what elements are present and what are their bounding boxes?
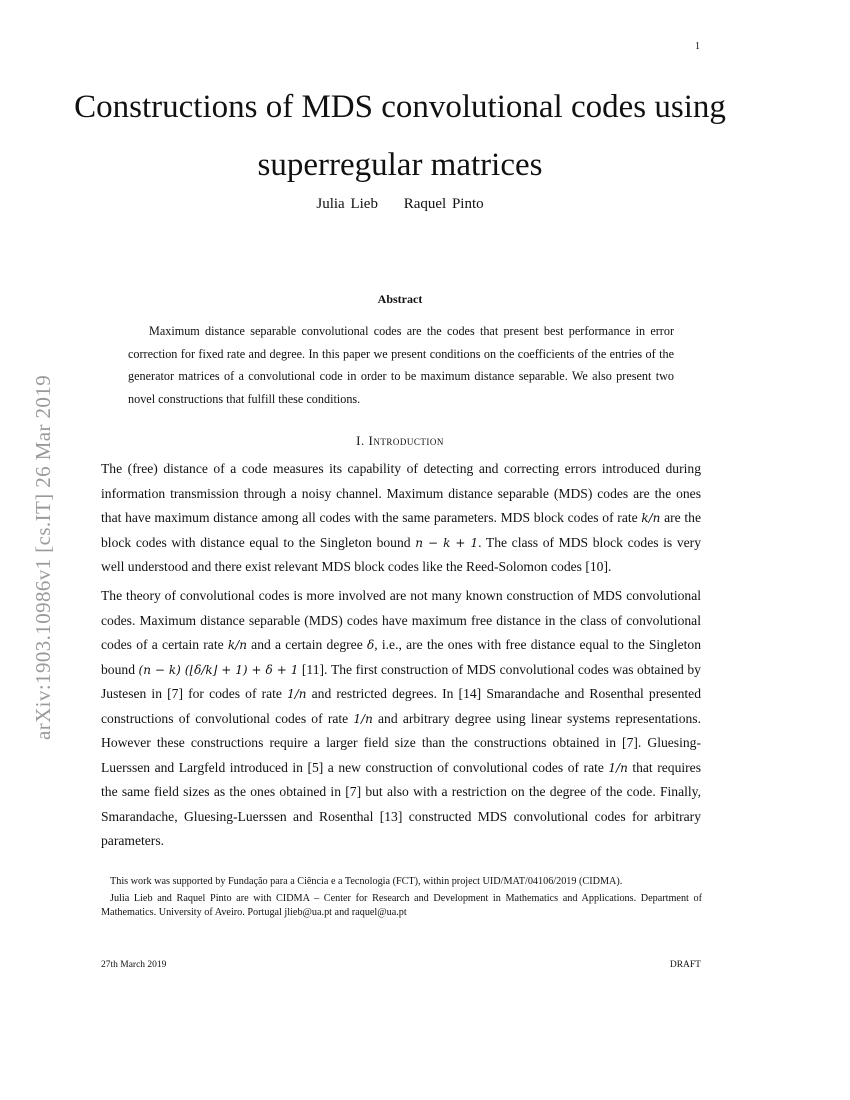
math-expression: k/n bbox=[227, 638, 247, 652]
abstract-text: Maximum distance separable convolutional codes are the codes that present best performance in error correction for fixed rate and degree. In this paper we present conditions on the coefficients of the entries of the generator matrices of a convolutional code in order to be maximum distance separable. We also present two novel constructions that fulfill these conditions. bbox=[128, 324, 674, 406]
text-run: are the block codes with distance equal to the Singleton bound bbox=[101, 510, 701, 550]
author-name: Raquel Pinto bbox=[403, 196, 484, 212]
text-run: , i.e., are the ones with free distance equal to the Singleton bound bbox=[101, 637, 701, 677]
text-run: The (free) distance of a code measures its capability of detecting and correcting errors introduced during information transmission through a noisy channel. Maximum distance separable (MDS) codes are the ones that have maximum distance among all codes with the same parameters. MDS block codes of rate bbox=[101, 461, 701, 525]
intro-paragraph bbox=[101, 457, 701, 580]
arxiv-identifier: arXiv:1903.10986v1 [cs.IT] 26 Mar 2019 bbox=[31, 374, 55, 740]
section-number: I. bbox=[356, 433, 365, 448]
footer-draft-label: DRAFT bbox=[669, 960, 701, 970]
author-list bbox=[100, 196, 700, 213]
footer-date: 27th March 2019 bbox=[101, 960, 167, 970]
abstract-heading: Abstract bbox=[377, 292, 423, 306]
footnote-funding: This work was supported by Fundação para a Ciência e a Tecnologia (FCT), within project UID/MAT/04106/2019 (CIDMA). bbox=[110, 876, 623, 887]
page-number: 1 bbox=[695, 41, 700, 52]
text-run: and a certain degree bbox=[246, 637, 367, 652]
author-name: Julia Lieb bbox=[316, 196, 378, 212]
section-title: Introduction bbox=[368, 433, 444, 448]
text-run: that requires the same field sizes as the ones obtained in [7] but also with a restriction on the degree of the code. Finally, Smarandache, Gluesing-Luerssen and Rosenthal [13] constructed MDS convolutional codes for arbitrary parameters. bbox=[101, 759, 701, 848]
footnote-affiliation: Julia Lieb and Raquel Pinto are with CIDMA – Center for Research and Development in Mathematics and Applications. Department of Mathematics. University of Aveiro. Portugal jlieb@ua.pt and raquel@ua.pt bbox=[101, 893, 702, 918]
text-run: and arbitrary degree using linear systems representations. However these constructions require a larger field size than the constructions obtained in [7]. Gluesing-Luerssen and Largfeld introduced in [5] a new construction of convolutional codes of rate bbox=[101, 710, 701, 775]
math-expression: k/n bbox=[641, 511, 661, 525]
text-run: [11]. The first construction of MDS convolutional codes was obtained by Justesen in [7] for codes of rate bbox=[101, 661, 701, 701]
math-expression: 1/n bbox=[353, 711, 373, 726]
paper-title: Constructions of MDS convolutional codes using superregular matrices bbox=[74, 89, 726, 183]
math-expression: 1/n bbox=[608, 760, 628, 775]
text-run: and restricted degrees. In [14] Smarandache and Rosenthal presented constructions of convolutional codes of rate bbox=[101, 686, 701, 726]
section-heading bbox=[100, 433, 700, 449]
math-expression: (n − k) (⌊δ/k⌋ + 1) + δ + 1 bbox=[138, 662, 299, 677]
text-run: The theory of convolutional codes is more involved are not many known construction of MDS convolutional codes. Maximum distance separable (MDS) codes have maximum free distance in the class of convolutional codes of a certain rate bbox=[101, 588, 701, 652]
math-expression: δ bbox=[367, 638, 375, 652]
intro-paragraph bbox=[101, 584, 701, 854]
text-run: . The class of MDS block codes is very well understood and there exist relevant MDS block codes like the Reed-Solomon codes [10]. bbox=[101, 534, 701, 574]
math-expression: 1/n bbox=[287, 687, 307, 701]
math-expression: n − k + 1 bbox=[415, 535, 479, 550]
